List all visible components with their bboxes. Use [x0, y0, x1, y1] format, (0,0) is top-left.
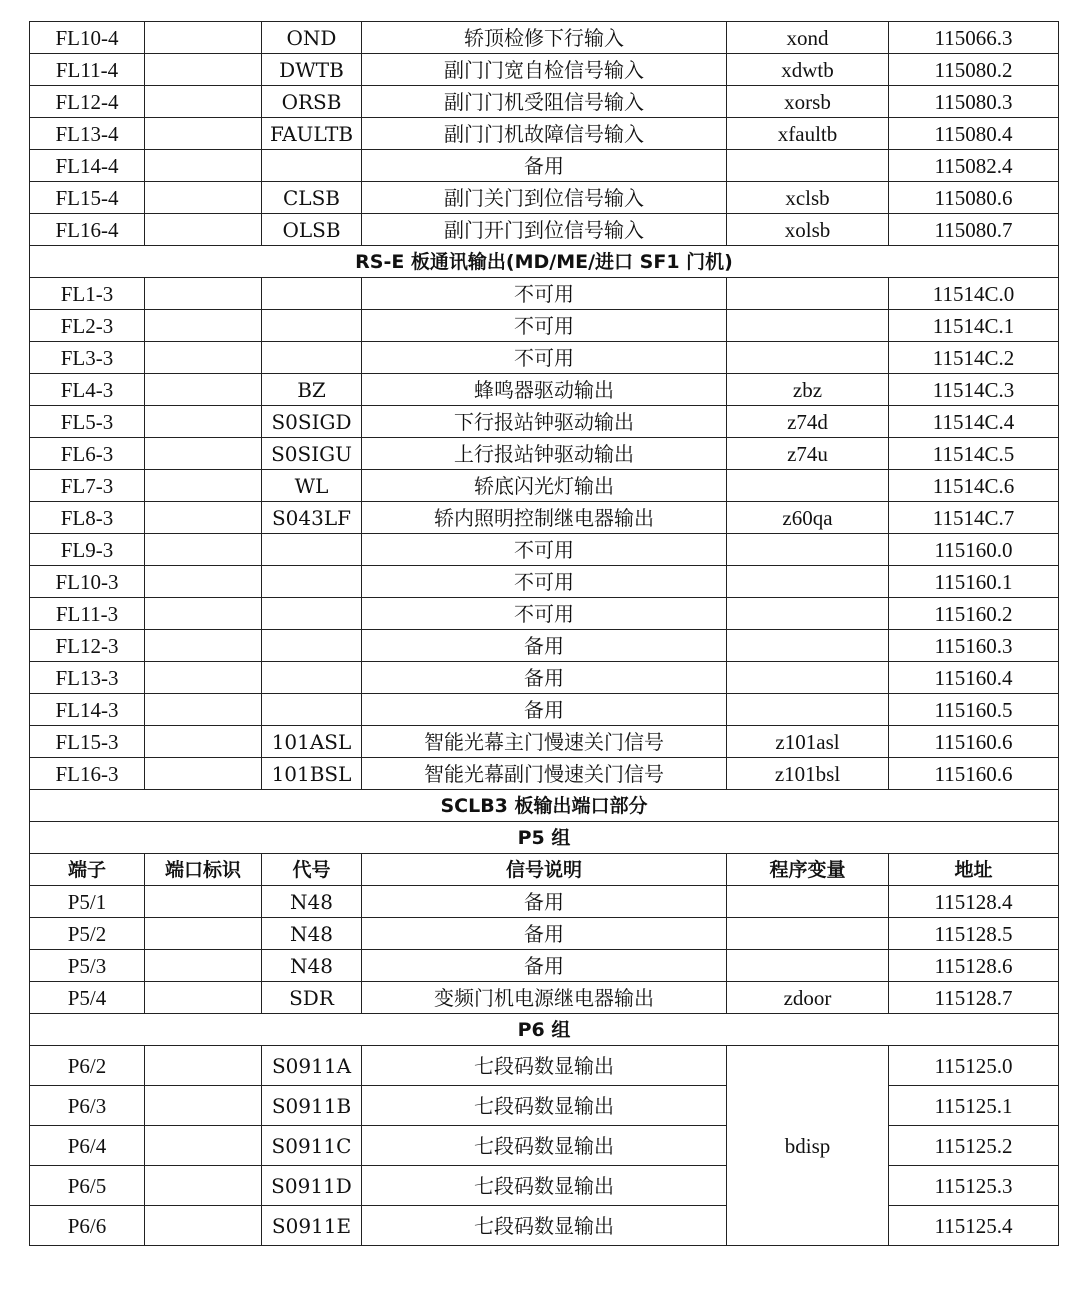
- table-row: [30, 22, 1059, 54]
- port-id-cell: [145, 86, 262, 118]
- code-cell: [262, 534, 362, 566]
- code-cell: [262, 694, 362, 726]
- addr-cell: 115128.5: [889, 918, 1059, 950]
- port-id-cell: [145, 1206, 262, 1246]
- addr-cell: 115128.7: [889, 982, 1059, 1014]
- code-cell: OLSB: [262, 214, 362, 246]
- var-cell: [727, 470, 889, 502]
- code-cell: CLSB: [262, 182, 362, 214]
- var-cell: zbz: [727, 374, 889, 406]
- addr-cell: 11514C.6: [889, 470, 1059, 502]
- port-id-cell: [145, 214, 262, 246]
- port-id-cell: [145, 438, 262, 470]
- var-cell: [727, 342, 889, 374]
- terminal-cell: FL16-4: [30, 214, 145, 246]
- terminal-cell: FL11-3: [30, 598, 145, 630]
- addr-cell: 115128.6: [889, 950, 1059, 982]
- terminal-cell: FL3-3: [30, 342, 145, 374]
- code-cell: [262, 342, 362, 374]
- desc-cell: 智能光幕副门慢速关门信号: [362, 758, 727, 790]
- column-header-code: 代号: [262, 854, 362, 886]
- desc-cell: 副门关门到位信号输入: [362, 182, 727, 214]
- terminal-cell: P6/2: [30, 1046, 145, 1086]
- column-header-row: [30, 854, 1059, 886]
- desc-cell: 下行报站钟驱动输出: [362, 406, 727, 438]
- code-cell: N48: [262, 918, 362, 950]
- table-row: [30, 502, 1059, 534]
- terminal-cell: FL1-3: [30, 278, 145, 310]
- addr-cell: 115125.1: [889, 1086, 1059, 1126]
- port-id-cell: [145, 694, 262, 726]
- var-cell: [727, 566, 889, 598]
- addr-cell: 115125.2: [889, 1126, 1059, 1166]
- port-id-cell: [145, 662, 262, 694]
- addr-cell: 115160.1: [889, 566, 1059, 598]
- column-header-var: 程序变量: [727, 854, 889, 886]
- var-cell: z60qa: [727, 502, 889, 534]
- desc-cell: 副门门机受阻信号输入: [362, 86, 727, 118]
- addr-cell: 115128.4: [889, 886, 1059, 918]
- terminal-cell: FL9-3: [30, 534, 145, 566]
- port-id-cell: [145, 406, 262, 438]
- var-cell: zdoor: [727, 982, 889, 1014]
- table-row: [30, 374, 1059, 406]
- table-row: [30, 694, 1059, 726]
- addr-cell: 115125.4: [889, 1206, 1059, 1246]
- port-id-cell: [145, 22, 262, 54]
- terminal-cell: FL2-3: [30, 310, 145, 342]
- addr-cell: 115160.2: [889, 598, 1059, 630]
- addr-cell: 115160.6: [889, 758, 1059, 790]
- table-row: [30, 1046, 1059, 1086]
- terminal-cell: FL10-3: [30, 566, 145, 598]
- port-id-cell: [145, 54, 262, 86]
- terminal-cell: FL6-3: [30, 438, 145, 470]
- addr-cell: 115080.7: [889, 214, 1059, 246]
- code-cell: BZ: [262, 374, 362, 406]
- var-cell: z101asl: [727, 726, 889, 758]
- desc-cell: 备用: [362, 662, 727, 694]
- code-cell: [262, 598, 362, 630]
- code-cell: S0911A: [262, 1046, 362, 1086]
- desc-cell: 备用: [362, 886, 727, 918]
- terminal-cell: FL15-3: [30, 726, 145, 758]
- desc-cell: 智能光幕主门慢速关门信号: [362, 726, 727, 758]
- table-row: [30, 758, 1059, 790]
- port-id-cell: [145, 566, 262, 598]
- desc-cell: 不可用: [362, 534, 727, 566]
- desc-cell: 不可用: [362, 342, 727, 374]
- code-cell: S043LF: [262, 502, 362, 534]
- desc-cell: 蜂鸣器驱动输出: [362, 374, 727, 406]
- var-cell: [727, 886, 889, 918]
- table-row: [30, 150, 1059, 182]
- addr-cell: 115125.0: [889, 1046, 1059, 1086]
- port-id-cell: [145, 630, 262, 662]
- addr-cell: 115080.4: [889, 118, 1059, 150]
- code-cell: ORSB: [262, 86, 362, 118]
- table-row: [30, 470, 1059, 502]
- var-cell: z74u: [727, 438, 889, 470]
- port-id-cell: [145, 598, 262, 630]
- port-id-cell: [145, 502, 262, 534]
- var-cell: [727, 278, 889, 310]
- code-cell: S0911E: [262, 1206, 362, 1246]
- var-cell: [727, 534, 889, 566]
- table-row: [30, 918, 1059, 950]
- desc-cell: 不可用: [362, 310, 727, 342]
- code-cell: [262, 566, 362, 598]
- code-cell: S0SIGU: [262, 438, 362, 470]
- port-id-cell: [145, 310, 262, 342]
- io-signal-table: [29, 21, 1059, 1246]
- var-cell: xond: [727, 22, 889, 54]
- column-header-port-id: 端口标识: [145, 854, 262, 886]
- port-id-cell: [145, 982, 262, 1014]
- var-cell: xfaultb: [727, 118, 889, 150]
- section-title: RS-E 板通讯输出(MD/ME/进口 SF1 门机): [30, 246, 1059, 278]
- desc-cell: 副门开门到位信号输入: [362, 214, 727, 246]
- terminal-cell: P6/5: [30, 1166, 145, 1206]
- desc-cell: 轿底闪光灯输出: [362, 470, 727, 502]
- desc-cell: 七段码数显输出: [362, 1046, 727, 1086]
- table-row: [30, 726, 1059, 758]
- column-header-addr: 地址: [889, 854, 1059, 886]
- section-title: P6 组: [30, 1014, 1059, 1046]
- table-row: [30, 86, 1059, 118]
- table-row: [30, 662, 1059, 694]
- addr-cell: 11514C.3: [889, 374, 1059, 406]
- addr-cell: 11514C.7: [889, 502, 1059, 534]
- port-id-cell: [145, 182, 262, 214]
- port-id-cell: [145, 1086, 262, 1126]
- port-id-cell: [145, 726, 262, 758]
- table-body: [30, 22, 1059, 1246]
- desc-cell: 副门门宽自检信号输入: [362, 54, 727, 86]
- var-cell: [727, 694, 889, 726]
- port-id-cell: [145, 342, 262, 374]
- terminal-cell: FL13-3: [30, 662, 145, 694]
- desc-cell: 轿内照明控制继电器输出: [362, 502, 727, 534]
- table-row: [30, 118, 1059, 150]
- port-id-cell: [145, 1126, 262, 1166]
- var-cell: xclsb: [727, 182, 889, 214]
- terminal-cell: FL7-3: [30, 470, 145, 502]
- code-cell: SDR: [262, 982, 362, 1014]
- terminal-cell: FL12-4: [30, 86, 145, 118]
- table-row: [30, 598, 1059, 630]
- desc-cell: 不可用: [362, 566, 727, 598]
- table-row: [30, 182, 1059, 214]
- var-cell: xolsb: [727, 214, 889, 246]
- section-header-p6: [30, 1014, 1059, 1046]
- desc-cell: 备用: [362, 630, 727, 662]
- section-header-rse: [30, 246, 1059, 278]
- table-row: [30, 566, 1059, 598]
- desc-cell: 七段码数显输出: [362, 1166, 727, 1206]
- terminal-cell: P6/3: [30, 1086, 145, 1126]
- port-id-cell: [145, 1166, 262, 1206]
- desc-cell: 轿顶检修下行输入: [362, 22, 727, 54]
- code-cell: 101BSL: [262, 758, 362, 790]
- terminal-cell: FL16-3: [30, 758, 145, 790]
- code-cell: WL: [262, 470, 362, 502]
- port-id-cell: [145, 278, 262, 310]
- var-cell: [727, 662, 889, 694]
- addr-cell: 115082.4: [889, 150, 1059, 182]
- port-id-cell: [145, 886, 262, 918]
- terminal-cell: FL14-3: [30, 694, 145, 726]
- addr-cell: 115080.6: [889, 182, 1059, 214]
- code-cell: S0911D: [262, 1166, 362, 1206]
- desc-cell: 备用: [362, 950, 727, 982]
- section-title: P5 组: [30, 822, 1059, 854]
- addr-cell: 11514C.0: [889, 278, 1059, 310]
- addr-cell: 11514C.5: [889, 438, 1059, 470]
- column-header-desc: 信号说明: [362, 854, 727, 886]
- table-row: [30, 982, 1059, 1014]
- addr-cell: 115080.3: [889, 86, 1059, 118]
- terminal-cell: FL8-3: [30, 502, 145, 534]
- addr-cell: 115066.3: [889, 22, 1059, 54]
- port-id-cell: [145, 918, 262, 950]
- section-header-p5: [30, 822, 1059, 854]
- var-cell: z74d: [727, 406, 889, 438]
- desc-cell: 备用: [362, 918, 727, 950]
- var-cell: xorsb: [727, 86, 889, 118]
- port-id-cell: [145, 758, 262, 790]
- desc-cell: 不可用: [362, 598, 727, 630]
- terminal-cell: P6/6: [30, 1206, 145, 1246]
- table-row: [30, 630, 1059, 662]
- port-id-cell: [145, 534, 262, 566]
- code-cell: [262, 150, 362, 182]
- terminal-cell: FL14-4: [30, 150, 145, 182]
- terminal-cell: FL5-3: [30, 406, 145, 438]
- table-row: [30, 1206, 1059, 1246]
- addr-cell: 115160.3: [889, 630, 1059, 662]
- table-row: [30, 534, 1059, 566]
- var-cell: [727, 310, 889, 342]
- table-row: [30, 406, 1059, 438]
- desc-cell: 备用: [362, 150, 727, 182]
- addr-cell: 115125.3: [889, 1166, 1059, 1206]
- var-cell: bdisp: [727, 1046, 889, 1246]
- code-cell: S0911B: [262, 1086, 362, 1126]
- terminal-cell: FL13-4: [30, 118, 145, 150]
- code-cell: S0SIGD: [262, 406, 362, 438]
- code-cell: S0911C: [262, 1126, 362, 1166]
- terminal-cell: FL4-3: [30, 374, 145, 406]
- var-cell: [727, 630, 889, 662]
- port-id-cell: [145, 470, 262, 502]
- desc-cell: 变频门机电源继电器输出: [362, 982, 727, 1014]
- var-cell: [727, 598, 889, 630]
- table-row: [30, 950, 1059, 982]
- desc-cell: 不可用: [362, 278, 727, 310]
- terminal-cell: P5/2: [30, 918, 145, 950]
- var-cell: [727, 950, 889, 982]
- port-id-cell: [145, 374, 262, 406]
- addr-cell: 115160.5: [889, 694, 1059, 726]
- terminal-cell: P5/3: [30, 950, 145, 982]
- terminal-cell: FL10-4: [30, 22, 145, 54]
- desc-cell: 七段码数显输出: [362, 1206, 727, 1246]
- terminal-cell: FL11-4: [30, 54, 145, 86]
- section-title: SCLB3 板输出端口部分: [30, 790, 1059, 822]
- table-row: [30, 54, 1059, 86]
- addr-cell: 115080.2: [889, 54, 1059, 86]
- terminal-cell: P5/1: [30, 886, 145, 918]
- var-cell: [727, 918, 889, 950]
- table-row: [30, 278, 1059, 310]
- code-cell: DWTB: [262, 54, 362, 86]
- table-row: [30, 342, 1059, 374]
- var-cell: xdwtb: [727, 54, 889, 86]
- terminal-cell: FL12-3: [30, 630, 145, 662]
- terminal-cell: P5/4: [30, 982, 145, 1014]
- code-cell: OND: [262, 22, 362, 54]
- addr-cell: 11514C.1: [889, 310, 1059, 342]
- code-cell: N48: [262, 886, 362, 918]
- table-row: [30, 214, 1059, 246]
- column-header-terminal: 端子: [30, 854, 145, 886]
- table-row: [30, 886, 1059, 918]
- code-cell: N48: [262, 950, 362, 982]
- addr-cell: 115160.0: [889, 534, 1059, 566]
- terminal-cell: FL15-4: [30, 182, 145, 214]
- table-row: [30, 1166, 1059, 1206]
- desc-cell: 七段码数显输出: [362, 1086, 727, 1126]
- var-cell: [727, 150, 889, 182]
- code-cell: FAULTB: [262, 118, 362, 150]
- desc-cell: 七段码数显输出: [362, 1126, 727, 1166]
- code-cell: [262, 278, 362, 310]
- addr-cell: 11514C.4: [889, 406, 1059, 438]
- code-cell: [262, 310, 362, 342]
- desc-cell: 副门门机故障信号输入: [362, 118, 727, 150]
- code-cell: 101ASL: [262, 726, 362, 758]
- port-id-cell: [145, 150, 262, 182]
- table-row: [30, 438, 1059, 470]
- code-cell: [262, 662, 362, 694]
- addr-cell: 115160.4: [889, 662, 1059, 694]
- port-id-cell: [145, 950, 262, 982]
- desc-cell: 上行报站钟驱动输出: [362, 438, 727, 470]
- section-header-sclb3: [30, 790, 1059, 822]
- code-cell: [262, 630, 362, 662]
- table-row: [30, 310, 1059, 342]
- port-id-cell: [145, 1046, 262, 1086]
- addr-cell: 115160.6: [889, 726, 1059, 758]
- table-row: [30, 1126, 1059, 1166]
- addr-cell: 11514C.2: [889, 342, 1059, 374]
- desc-cell: 备用: [362, 694, 727, 726]
- table-row: [30, 1086, 1059, 1126]
- port-id-cell: [145, 118, 262, 150]
- terminal-cell: P6/4: [30, 1126, 145, 1166]
- var-cell: z101bsl: [727, 758, 889, 790]
